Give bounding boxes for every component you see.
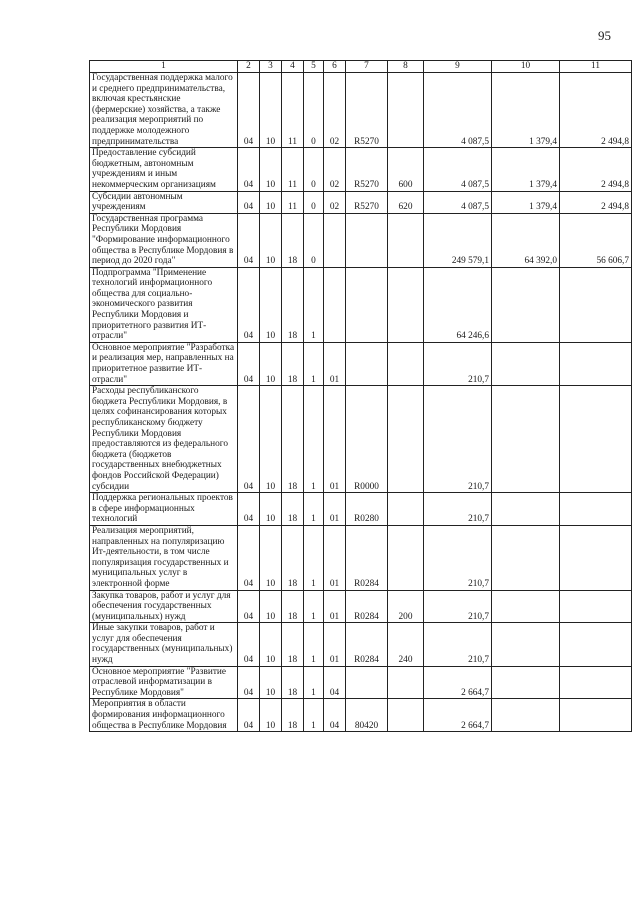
row-name: Подпрограмма "Применение технологий информационного общества для социально-экономического развития Республики Мордовия и приоритетного развития ИТ-отрасли" <box>90 267 238 342</box>
program-code: 18 <box>282 493 304 526</box>
table-row <box>90 73 632 148</box>
amount-col9: 210,7 <box>424 386 492 493</box>
subsection-code: 10 <box>260 342 282 385</box>
amount-col9: 64 246,6 <box>424 267 492 342</box>
subsection-code: 10 <box>260 590 282 623</box>
row-name: Основное мероприятие "Разработка и реализация мер, направленных на приоритетное развитие ИТ-отрасли" <box>90 342 238 385</box>
section-code: 04 <box>238 191 260 213</box>
row-name: Государственная программа Республики Мордовия "Формирование информационного общества в Республике Мордовия в период до 2020 года" <box>90 213 238 267</box>
column-header: 11 <box>560 61 632 73</box>
table-row <box>90 213 632 267</box>
amount-col9: 210,7 <box>424 342 492 385</box>
table-row <box>90 191 632 213</box>
row-name: Поддержка региональных проектов в сфере информационных технологий <box>90 493 238 526</box>
subsection-code: 10 <box>260 666 282 699</box>
event-code <box>324 267 346 342</box>
subprogram-code: 0 <box>304 148 324 191</box>
row-name: Основное мероприятие "Развитие отраслевой информатизации в Республике Мордовия" <box>90 666 238 699</box>
column-header: 9 <box>424 61 492 73</box>
section-code: 04 <box>238 386 260 493</box>
section-code: 04 <box>238 525 260 590</box>
expense-type-code: 200 <box>388 590 424 623</box>
amount-col10: 1 379,4 <box>492 73 560 148</box>
table-row <box>90 590 632 623</box>
event-code: 01 <box>324 623 346 666</box>
section-code: 04 <box>238 493 260 526</box>
subprogram-code: 1 <box>304 666 324 699</box>
expense-type-code <box>388 386 424 493</box>
section-code: 04 <box>238 73 260 148</box>
expense-type-code <box>388 342 424 385</box>
row-name: Иные закупки товаров, работ и услуг для обеспечения государственных (муниципальных) нужд <box>90 623 238 666</box>
table-row <box>90 699 632 732</box>
amount-col11 <box>560 666 632 699</box>
column-header: 4 <box>282 61 304 73</box>
expense-type-code <box>388 666 424 699</box>
direction-code: 80420 <box>346 699 388 732</box>
section-code: 04 <box>238 148 260 191</box>
amount-col10 <box>492 267 560 342</box>
program-code: 18 <box>282 267 304 342</box>
expense-type-code <box>388 267 424 342</box>
direction-code: R5270 <box>346 191 388 213</box>
subprogram-code: 1 <box>304 699 324 732</box>
section-code: 04 <box>238 267 260 342</box>
program-code: 11 <box>282 73 304 148</box>
amount-col10 <box>492 590 560 623</box>
table-header-row <box>90 61 632 73</box>
expense-type-code <box>388 213 424 267</box>
column-header: 10 <box>492 61 560 73</box>
amount-col9: 249 579,1 <box>424 213 492 267</box>
table-row <box>90 386 632 493</box>
column-header: 2 <box>238 61 260 73</box>
amount-col9: 2 664,7 <box>424 699 492 732</box>
amount-col11 <box>560 493 632 526</box>
section-code: 04 <box>238 342 260 385</box>
amount-col10 <box>492 699 560 732</box>
amount-col9: 4 087,5 <box>424 148 492 191</box>
program-code: 18 <box>282 525 304 590</box>
row-name: Расходы республиканского бюджета Республики Мордовия, в целях софинансирования которых республиканскому бюджету Республики Мордовия предоставляются из федерального бюджета (бюджетов государственных внебюджетных фондов Российской Федерации) субсидии <box>90 386 238 493</box>
subprogram-code: 1 <box>304 342 324 385</box>
amount-col10: 1 379,4 <box>492 148 560 191</box>
subsection-code: 10 <box>260 699 282 732</box>
table-row <box>90 525 632 590</box>
event-code: 04 <box>324 666 346 699</box>
program-code: 18 <box>282 623 304 666</box>
expense-type-code <box>388 699 424 732</box>
row-name: Государственная поддержка малого и среднего предпринимательства, включая крестьянские (фермерские) хозяйства, а также реализация мероприятий по поддержке молодежного предпринимательства <box>90 73 238 148</box>
table-row <box>90 342 632 385</box>
direction-code <box>346 213 388 267</box>
event-code <box>324 213 346 267</box>
direction-code: R0284 <box>346 623 388 666</box>
table-row <box>90 493 632 526</box>
direction-code: R0284 <box>346 590 388 623</box>
amount-col11 <box>560 590 632 623</box>
row-name: Мероприятия в области формирования информационного общества в Республике Мордовия <box>90 699 238 732</box>
amount-col10 <box>492 623 560 666</box>
subsection-code: 10 <box>260 623 282 666</box>
amount-col11 <box>560 267 632 342</box>
amount-col11: 56 606,7 <box>560 213 632 267</box>
subprogram-code: 1 <box>304 623 324 666</box>
amount-col11: 2 494,8 <box>560 191 632 213</box>
section-code: 04 <box>238 213 260 267</box>
event-code: 02 <box>324 191 346 213</box>
column-header: 8 <box>388 61 424 73</box>
amount-col10 <box>492 386 560 493</box>
budget-table <box>89 60 632 732</box>
table-row <box>90 666 632 699</box>
row-name: Закупка товаров, работ и услуг для обеспечения государственных (муниципальных) нужд <box>90 590 238 623</box>
subprogram-code: 1 <box>304 267 324 342</box>
program-code: 18 <box>282 590 304 623</box>
amount-col9: 210,7 <box>424 590 492 623</box>
amount-col11 <box>560 699 632 732</box>
direction-code <box>346 666 388 699</box>
program-code: 11 <box>282 191 304 213</box>
program-code: 18 <box>282 213 304 267</box>
subprogram-code: 0 <box>304 73 324 148</box>
subsection-code: 10 <box>260 386 282 493</box>
subprogram-code: 0 <box>304 213 324 267</box>
subsection-code: 10 <box>260 525 282 590</box>
table-row <box>90 148 632 191</box>
section-code: 04 <box>238 623 260 666</box>
subsection-code: 10 <box>260 148 282 191</box>
amount-col10 <box>492 342 560 385</box>
amount-col10 <box>492 666 560 699</box>
column-header: 5 <box>304 61 324 73</box>
direction-code <box>346 267 388 342</box>
event-code: 02 <box>324 148 346 191</box>
subprogram-code: 1 <box>304 590 324 623</box>
program-code: 18 <box>282 699 304 732</box>
program-code: 18 <box>282 666 304 699</box>
amount-col11 <box>560 386 632 493</box>
subprogram-code: 1 <box>304 525 324 590</box>
column-header: 7 <box>346 61 388 73</box>
expense-type-code: 620 <box>388 191 424 213</box>
subsection-code: 10 <box>260 267 282 342</box>
amount-col9: 2 664,7 <box>424 666 492 699</box>
subsection-code: 10 <box>260 73 282 148</box>
amount-col11: 2 494,8 <box>560 148 632 191</box>
direction-code: R0000 <box>346 386 388 493</box>
direction-code: R0280 <box>346 493 388 526</box>
program-code: 18 <box>282 342 304 385</box>
subprogram-code: 1 <box>304 386 324 493</box>
direction-code <box>346 342 388 385</box>
table-row <box>90 623 632 666</box>
amount-col10: 64 392,0 <box>492 213 560 267</box>
page-number: 95 <box>598 28 611 43</box>
direction-code: R0284 <box>346 525 388 590</box>
row-name: Реализация мероприятий, направленных на популяризацию Ит-деятельности, в том числе популяризация государственных и муниципальных услуг в электронной форме <box>90 525 238 590</box>
subsection-code: 10 <box>260 213 282 267</box>
amount-col9: 210,7 <box>424 525 492 590</box>
amount-col10 <box>492 525 560 590</box>
expense-type-code <box>388 73 424 148</box>
program-code: 18 <box>282 386 304 493</box>
section-code: 04 <box>238 699 260 732</box>
expense-type-code <box>388 525 424 590</box>
direction-code: R5270 <box>346 73 388 148</box>
event-code: 02 <box>324 73 346 148</box>
event-code: 01 <box>324 525 346 590</box>
column-header: 1 <box>90 61 238 73</box>
amount-col11 <box>560 342 632 385</box>
expense-type-code: 600 <box>388 148 424 191</box>
amount-col9: 210,7 <box>424 493 492 526</box>
section-code: 04 <box>238 666 260 699</box>
subprogram-code: 0 <box>304 191 324 213</box>
subprogram-code: 1 <box>304 493 324 526</box>
event-code: 01 <box>324 386 346 493</box>
row-name: Предоставление субсидий бюджетным, автономным учреждениям и иным некоммерческим организациям <box>90 148 238 191</box>
subsection-code: 10 <box>260 493 282 526</box>
amount-col9: 4 087,5 <box>424 73 492 148</box>
subsection-code: 10 <box>260 191 282 213</box>
direction-code: R5270 <box>346 148 388 191</box>
event-code: 01 <box>324 590 346 623</box>
amount-col11 <box>560 623 632 666</box>
section-code: 04 <box>238 590 260 623</box>
expense-type-code: 240 <box>388 623 424 666</box>
table-row <box>90 267 632 342</box>
event-code: 01 <box>324 493 346 526</box>
expense-type-code <box>388 493 424 526</box>
program-code: 11 <box>282 148 304 191</box>
amount-col11: 2 494,8 <box>560 73 632 148</box>
amount-col10: 1 379,4 <box>492 191 560 213</box>
column-header: 3 <box>260 61 282 73</box>
event-code: 04 <box>324 699 346 732</box>
amount-col9: 4 087,5 <box>424 191 492 213</box>
amount-col11 <box>560 525 632 590</box>
event-code: 01 <box>324 342 346 385</box>
row-name: Субсидии автономным учреждениям <box>90 191 238 213</box>
amount-col9: 210,7 <box>424 623 492 666</box>
column-header: 6 <box>324 61 346 73</box>
amount-col10 <box>492 493 560 526</box>
